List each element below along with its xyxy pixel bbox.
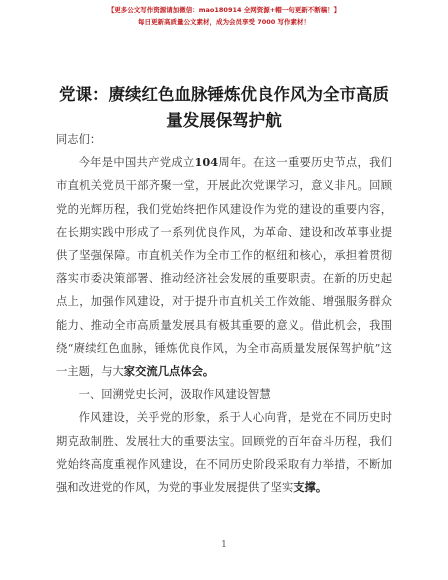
promo-banner <box>0 4 448 28</box>
paragraph-1-part-1: 今年是中国共产党成立 <box>78 156 195 170</box>
paragraph-1-bold-tail: 家交流几点体会。 <box>123 364 215 379</box>
paragraph-2-main: 作风建设，关乎党的形象，系于人心向背，是党在不同历史时期克敌制胜、发展壮大的重要法宝。回顾党的百年奋斗历程，我们党始终高度重视作风建设，在不同历史阶段采取有力举措，不断加强和改进党的作风，为党的事业发展提供了坚实 <box>56 411 392 495</box>
document-title <box>40 82 408 134</box>
paragraph-1-number: 104 <box>194 155 219 170</box>
document-body <box>56 128 392 499</box>
greeting: 同志们： <box>56 133 102 146</box>
section-heading-1: 一、回溯党史长河，汲取作风建设智慧 <box>78 388 271 402</box>
banner-line-2: 每日更新高质量公文素材，成为会员享受 7000 写作素材！ <box>137 18 311 26</box>
page-number: 1 <box>221 540 227 550</box>
paragraph-2-bold: 支撑。 <box>293 480 328 495</box>
title-line-2: 量发展保驾护航 <box>166 111 282 130</box>
banner-line-1: 【更多公文写作资源请加微信：mao180914 全网资源+帽一句更新不断稿！】 <box>107 6 341 14</box>
title-line-1: 党课：赓续红色血脉锤炼优良作风为全市高质 <box>59 85 389 104</box>
paragraph-1 <box>56 151 392 383</box>
paragraph-2 <box>56 406 392 499</box>
paragraph-1-part-2: 周年。在这一重要历史节点，我们市直机关党员干部齐聚一堂，开展此次党课学习，意义非凡。回顾党的光辉历程，我们党始终把作风建设作为党的建设的重要内容，在长期实践中形成了一系列优良作风，为革命、建设和改革事业提供了坚强保障。市直机关作为全市工作的枢纽和核心，承担着贯彻落实市委决策部署、推动经济社会发展的重要职责。在新的历史起点上，加强作风建设，对于提升市直机关工作效能、增强服务群众能力、推动全市高质量发展具有极其重要的意义。借此机会，我围绕“赓续红色血脉，锤炼优良作风，为全市高质量发展保驾护航”这一主题，与大 <box>56 156 392 379</box>
